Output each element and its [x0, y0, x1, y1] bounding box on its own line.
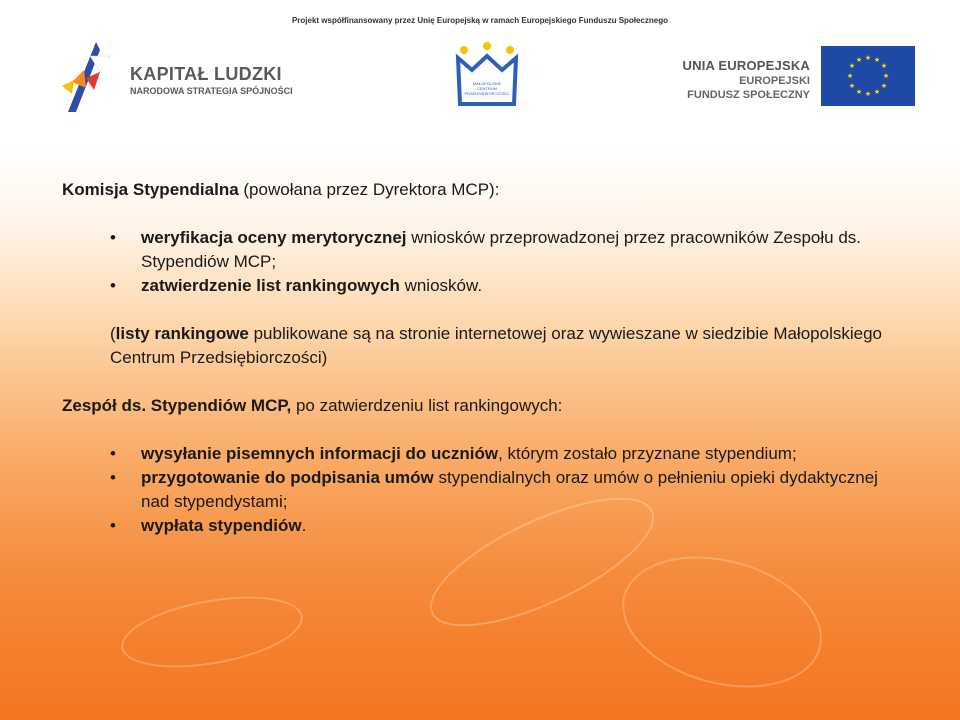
- eu-fund-line-2: FUNDUSZ SPOŁECZNY: [687, 89, 810, 101]
- svg-text:★: ★: [873, 88, 881, 96]
- list-item: • przygotowanie do podpisania umów stypendialnych oraz umów o pełnieniu opieki dydaktycznej nad stypendystami;: [62, 466, 902, 514]
- kapital-ludzki-emblem-icon: [60, 42, 120, 112]
- list-item: • weryfikacja oceny merytorycznej wniosków przeprowadzonej przez pracowników Zespołu ds. Stypendiów MCP;: [62, 226, 902, 274]
- svg-text:MAŁOPOLSKIE: MAŁOPOLSKIE: [472, 81, 502, 86]
- eu-flag-icon: [821, 46, 915, 106]
- eu-union-label: UNIA EUROPEJSKA: [682, 58, 810, 73]
- commission-tasks-list: [62, 226, 902, 298]
- eu-fund-line-1: EUROPEJSKI: [739, 75, 810, 87]
- svg-text:★: ★: [864, 54, 872, 62]
- commission-heading: Komisja Stypendialna (powołana przez Dyrektora MCP):: [62, 180, 500, 199]
- background-streak: [607, 536, 836, 709]
- eu-fund-label: [640, 58, 810, 102]
- ranking-note: (listy rankingowe publikowane są na stronie internetowej oraz wywieszane w siedzibie Małopolskiego Centrum Przedsiębiorczości): [110, 324, 882, 367]
- svg-text:PRZEDSIĘBIORCZOŚCI: PRZEDSIĘBIORCZOŚCI: [464, 91, 510, 96]
- kapital-ludzki-logo: [60, 42, 310, 112]
- svg-text:★: ★: [864, 90, 872, 98]
- mcp-logo-icon: [452, 42, 522, 112]
- svg-text:★: ★: [846, 72, 854, 80]
- slide-content: [62, 178, 902, 538]
- svg-text:★: ★: [855, 56, 863, 64]
- svg-text:★: ★: [855, 88, 863, 96]
- background-streak: [116, 585, 308, 680]
- svg-text:CENTRUM: CENTRUM: [477, 86, 497, 91]
- list-item: • zatwierdzenie list rankingowych wniosków.: [62, 274, 902, 298]
- funding-note: Projekt współfinansowany przez Unię Europejską w ramach Europejskiego Funduszu Społecznego: [291, 16, 669, 25]
- svg-text:★: ★: [848, 62, 856, 70]
- team-heading: Zespół ds. Stypendiów MCP, po zatwierdzeniu list rankingowych:: [62, 396, 563, 415]
- svg-text:★: ★: [882, 72, 890, 80]
- list-item: • wysyłanie pisemnych informacji do uczniów, którym zostało przyznane stypendium;: [62, 442, 902, 466]
- svg-text:★: ★: [880, 82, 888, 90]
- list-item: • wypłata stypendiów.: [62, 514, 902, 538]
- kapital-ludzki-title: KAPITAŁ LUDZKI: [130, 64, 282, 84]
- kapital-ludzki-subtitle: NARODOWA STRATEGIA SPÓJNOŚCI: [130, 86, 293, 96]
- svg-text:★: ★: [880, 62, 888, 70]
- svg-text:★: ★: [873, 56, 881, 64]
- svg-text:★: ★: [848, 82, 856, 90]
- team-tasks-list: [62, 442, 902, 538]
